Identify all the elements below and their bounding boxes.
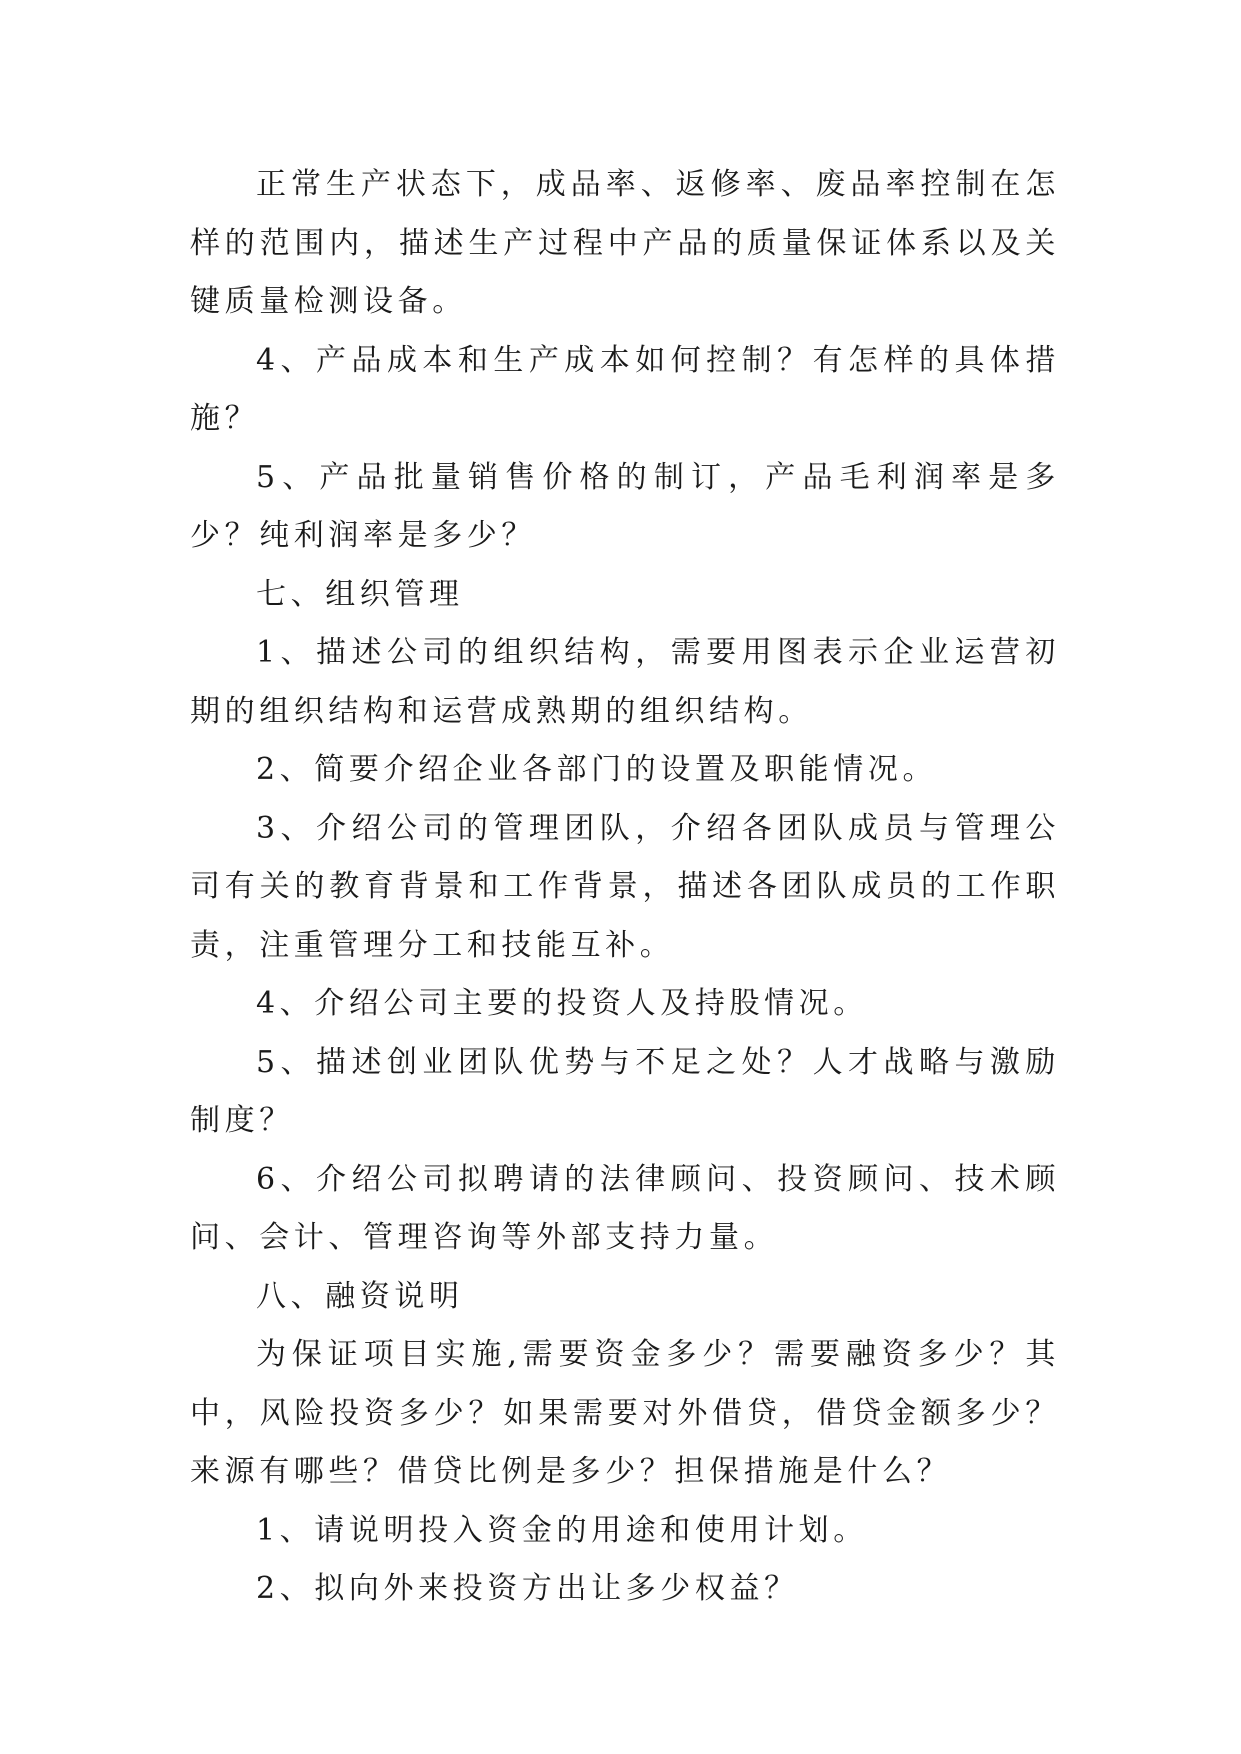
paragraph-departments: 2、简要介绍企业各部门的设置及职能情况。 — [256, 752, 938, 787]
document-body — [190, 156, 1060, 1619]
paragraph-investors: 4、介绍公司主要的投资人及持股情况。 — [256, 986, 868, 1021]
paragraph-quality-control: 正常生产状态下，成品率、返修率、废品率控制在怎样的范围内，描述生产过程中产品的质量保证体系以及关键质量检测设备。 — [190, 167, 1060, 319]
paragraph-team-strengths: 5、描述创业团队优势与不足之处？人才战略与激励制度？ — [190, 1044, 1060, 1138]
paragraph-fund-usage: 1、请说明投入资金的用途和使用计划。 — [256, 1512, 868, 1548]
paragraph-cost-control: 4、产品成本和生产成本如何控制？有怎样的具体措施？ — [190, 342, 1060, 436]
section-heading-financing: 八、融资说明 — [256, 1278, 464, 1314]
paragraph-org-structure: 1、描述公司的组织结构，需要用图表示企业运营初期的组织结构和运营成熟期的组织结构。 — [190, 635, 1060, 729]
paragraph-management-team: 3、介绍公司的管理团队，介绍各团队成员与管理公司有关的教育背景和工作背景，描述各团队成员的工作职责，注重管理分工和技能互补。 — [190, 810, 1060, 963]
section-heading-organization: 七、组织管理 — [256, 576, 464, 612]
paragraph-equity-offer: 2、拟向外来投资方出让多少权益？ — [256, 1571, 799, 1606]
paragraph-funding-needs: 为保证项目实施,需要资金多少？需要融资多少？其中，风险投资多少？如果需要对外借贷，借贷金额多少？来源有哪些？借贷比例是多少？担保措施是什么？ — [190, 1337, 1060, 1489]
paragraph-pricing: 5、产品批量销售价格的制订，产品毛利润率是多少？纯利润率是多少？ — [190, 459, 1060, 553]
paragraph-advisors: 6、介绍公司拟聘请的法律顾问、投资顾问、技术顾问、会计、管理咨询等外部支持力量。 — [190, 1161, 1060, 1255]
